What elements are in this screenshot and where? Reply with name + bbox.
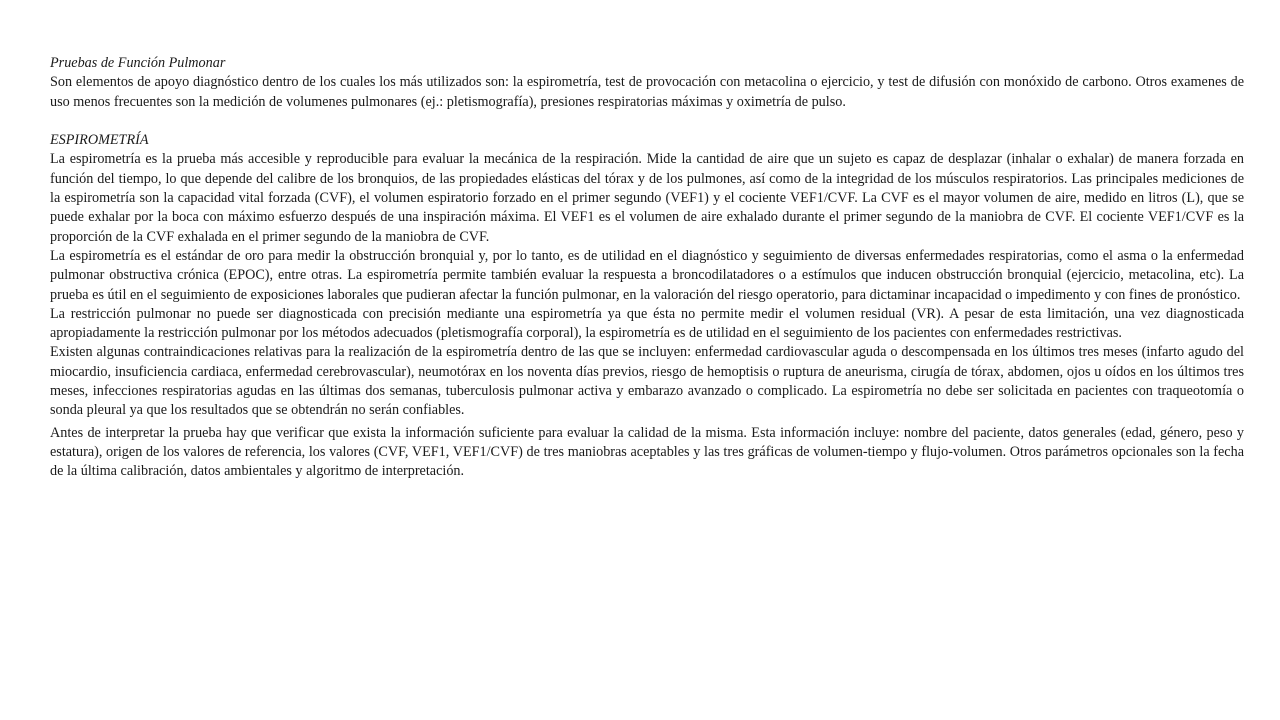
espirometria-paragraph-1: La espirometría es la prueba más accesible y reproducible para evaluar la mecánica de la respiración. Mide la cantidad de aire que un sujeto es capaz de desplazar (inhalar o exhalar) de manera forzada en función del tiempo, lo que depende del calibre de los bronquios, de las propiedades elásticas del tórax y de los pulmones, así como de la integridad de los músculos respiratorios. Las principales mediciones de la espirometría son la capacidad vital forzada (CVF), el volumen espiratorio forzado en el primer segundo (VEF1) y el cociente VEF1/CVF. La CVF es el mayor volumen de aire, medido en litros (L), que se puede exhalar por la boca con máximo esfuerzo después de una inspiración máxima. El VEF1 es el volumen de aire exhalado durante el primer segundo de la maniobra de CVF. El cociente VEF1/CVF es la proporción de la CVF exhalada en el primer segundo de la maniobra de CVF. bbox=[50, 151, 1244, 245]
espirometria-paragraph-2: La espirometría es el estándar de oro para medir la obstrucción bronquial y, por lo tanto, es de utilidad en el diagnóstico y seguimiento de diversas enfermedades respiratorias, como el asma o la enfermedad pulmonar obstructiva crónica (EPOC), entre otras. La espirometría permite también evaluar la respuesta a broncodilatadores o a estímulos que inducen obstrucción bronquial (ejercicio, metacolina, etc). La prueba es útil en el seguimiento de exposiciones laborales que pudieran afectar la función pulmonar, en la valoración del riesgo operatorio, para dictaminar incapacidad o impedimento y con fines de pronóstico. bbox=[50, 247, 1244, 303]
espirometria-paragraph-5: Antes de interpretar la prueba hay que verificar que exista la información suficiente para evaluar la calidad de la misma. Esta información incluye: nombre del paciente, datos generales (edad, género, peso y estatura), origen de los valores de referencia, los valores (CVF, VEF1, VEF1/CVF) de tres maniobras aceptables y las tres gráficas de volumen-tiempo y flujo-volumen. Otros parámetros opcionales son la fecha de la última calibración, datos ambientales y algoritmo de interpretación. bbox=[50, 424, 1244, 480]
intro-paragraph: Son elementos de apoyo diagnóstico dentro de los cuales los más utilizados son: la espirometría, test de provocación con metacolina o ejercicio, y test de difusión con monóxido de carbono. Otros examenes de uso menos frecuentes son la medición de volumenes pulmonares (ej.: pletismografía), presiones respiratorias máximas y oximetría de pulso. bbox=[50, 74, 1244, 110]
section-heading-pruebas: Pruebas de Función Pulmonar bbox=[50, 55, 226, 71]
espirometria-paragraph-3: La restricción pulmonar no puede ser diagnosticada con precisión mediante una espirometría ya que ésta no permite medir el volumen residual (VR). A pesar de esta limitación, una vez diagnosticada apropiadamente la restricción pulmonar por los métodos adecuados (pletismografía corporal), la espirometría es de utilidad en el seguimiento de los pacientes con enfermedades restrictivas. bbox=[50, 305, 1244, 342]
document-body bbox=[50, 54, 1244, 482]
paragraph-spacer bbox=[50, 112, 1244, 131]
espirometria-paragraph-4: Existen algunas contraindicaciones relativas para la realización de la espirometría dentro de las que se incluyen: enfermedad cardiovascular aguda o descompensada en los últimos tres meses (infarto agudo del miocardio, insuficiencia cardiaca, enfermedad cerebrovascular), neumotórax en los noventa días previos, riesgo de hemoptisis o ruptura de aneurisma, cirugía de tórax, abdomen, ojos u oídos en los últimos tres meses, infecciones respiratorias agudas en las últimas dos semanas, tuberculosis pulmonar activa y embarazo avanzado o complicado. La espirometría no debe ser solicitada en pacientes con traqueotomía o sonda pleural ya que los resultados que se obtendrán no serán confiables. bbox=[50, 344, 1244, 419]
section-heading-espirometria: ESPIROMETRÍA bbox=[50, 132, 149, 149]
